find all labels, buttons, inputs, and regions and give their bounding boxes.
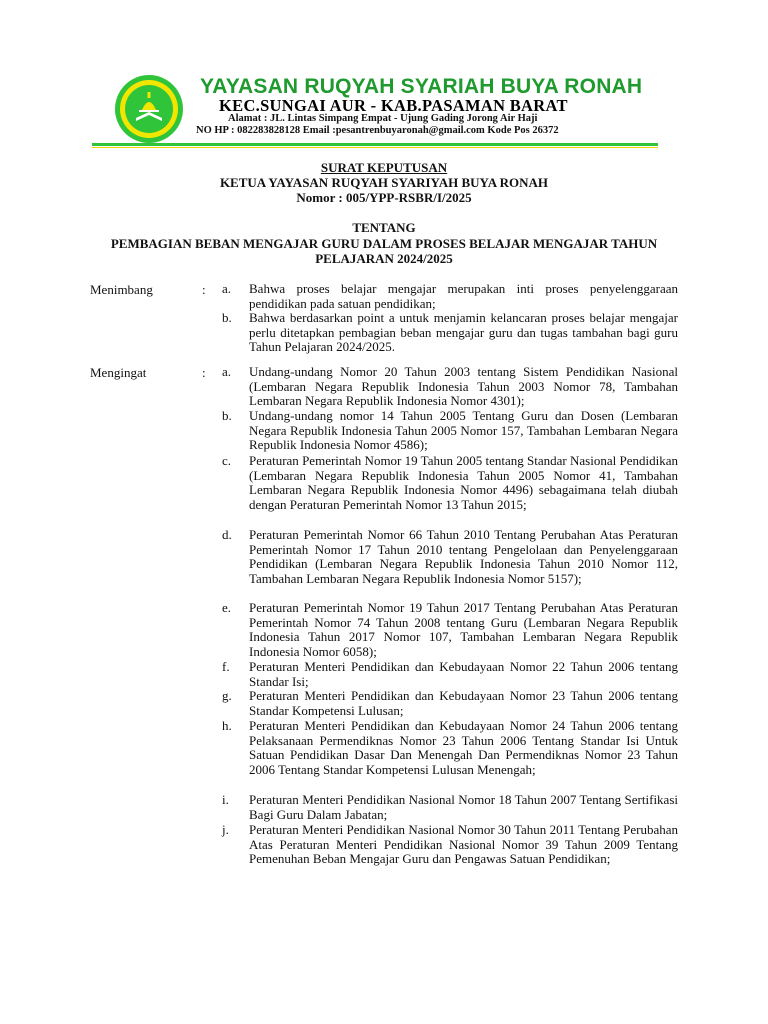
mengingat-item (222, 365, 678, 409)
foundation-name: YAYASAN RUQYAH SYARIAH BUYA RONAH (200, 75, 643, 98)
decree-type: SURAT KEPUTUSAN (320, 160, 448, 175)
foundation-contact: NO HP : 082283828128 Email :pesantrenbuyaronah@gmail.com Kode Pos 26372 (196, 125, 559, 136)
item-text: Peraturan Pemerintah Nomor 19 Tahun 2017 Tentang Perubahan Atas Peraturan Pemerintah Nomor 74 Tahun 2008 tentang Guru (Lembaran Negara Republik Indonesia Tahun 2017 Nomor 107, Tambahan Lembaran Negara Republik Indonesia Nomor 6058); (249, 600, 678, 659)
item-letter: a. (222, 281, 232, 296)
item-text: Bahwa berdasarkan point a untuk menjamin kelancaran proses belajar mengajar perlu ditetapkan pembagian beban mengajar guru dan tugas tambahan bagi guru Tahun Pelajaran 2024/2025. (249, 310, 678, 355)
mengingat-colon: : (202, 365, 206, 380)
decree-about: TENTANG (352, 220, 416, 235)
decree-number: Nomor : 005/YPP-RSBR/I/2025 (296, 190, 472, 205)
item-letter: a. (222, 364, 232, 379)
letterhead-rule-yellow (92, 147, 658, 148)
item-text: Undang-undang Nomor 20 Tahun 2003 tentang Sistem Pendidikan Nasional (Lembaran Negara Republik Indonesia Tahun 2003 Nomor 78, Tambahan Lembaran Negara Republik Indonesia Nomor 4301); (249, 364, 678, 409)
item-text: Bahwa proses belajar mengajar merupakan inti proses penyelenggaraan pendidikan pada satuan pendidikan; (249, 281, 678, 311)
mengingat-item (222, 823, 678, 867)
item-letter: i. (222, 792, 229, 807)
item-text: Peraturan Menteri Pendidikan Nasional Nomor 30 Tahun 2011 Tentang Perubahan Atas Peraturan Menteri Pendidikan Nasional Nomor 39 Tahun 2009 Tentang Pemenuhan Beban Mengajar Guru dan Pengawas Satuan Pendidikan; (249, 822, 678, 867)
item-letter: j. (222, 822, 229, 837)
menimbang-label: Menimbang (90, 282, 153, 297)
item-text: Peraturan Pemerintah Nomor 66 Tahun 2010 Tentang Perubahan Atas Peraturan Pemerintah Nomor 17 Tahun 2010 tentang Pengelolaan dan Penyelenggaraan Pendidikan (Lembaran Negara Republik Indonesia Tahun 2010 Nomor 112, Tambahan Lembaran Negara Republik Indonesia Nomor 5157); (249, 527, 678, 586)
mengingat-item (222, 793, 678, 822)
menimbang-colon: : (202, 282, 206, 297)
item-letter: f. (222, 659, 230, 674)
item-letter: c. (222, 453, 232, 468)
item-text: Undang-undang nomor 14 Tahun 2005 Tentang Guru dan Dosen (Lembaran Negara Republik Indonesia Tahun 2005 Nomor 157, Tambahan Lembaran Negara Republik Indonesia Nomor 4586); (249, 408, 678, 453)
foundation-district: KEC.SUNGAI AUR - KAB.PASAMAN BARAT (219, 96, 568, 115)
menimbang-item (222, 311, 678, 355)
mengingat-item (222, 528, 678, 586)
item-text: Peraturan Menteri Pendidikan dan Kebudayaan Nomor 22 Tahun 2006 tentang Standar Isi; (249, 659, 678, 689)
menimbang-item (222, 282, 678, 311)
item-letter: b. (222, 310, 232, 325)
item-letter: d. (222, 527, 232, 542)
item-text: Peraturan Menteri Pendidikan Nasional Nomor 18 Tahun 2007 Tentang Sertifikasi Bagi Guru Dalam Jabatan; (249, 792, 678, 822)
mengingat-item (222, 409, 678, 453)
mengingat-item (222, 454, 678, 512)
letterhead-rule-green (92, 143, 658, 146)
mengingat-item (222, 719, 678, 777)
item-text: Peraturan Pemerintah Nomor 19 Tahun 2005 tentang Standar Nasional Pendidikan (Lembaran Negara Republik Indonesia Tahun 2005 Nomor 41, Tambahan Lembaran Negara Republik Indonesia Nomor 4496) sebagaimana telah diubah dengan Peraturan Pemerintah Nomor 13 Tahun 2015; (249, 453, 678, 512)
foundation-logo (114, 74, 184, 144)
item-letter: g. (222, 688, 232, 703)
decree-subject-line1: PEMBAGIAN BEBAN MENGAJAR GURU DALAM PROSES BELAJAR MENGAJAR TAHUN (110, 236, 658, 251)
item-letter: h. (222, 718, 232, 733)
item-letter: e. (222, 600, 232, 615)
item-text: Peraturan Menteri Pendidikan dan Kebudayaan Nomor 23 Tahun 2006 tentang Standar Kompetensi Lulusan; (249, 688, 678, 718)
foundation-address: Alamat : JL. Lintas Simpang Empat - Ujung Gading Jorong Air Haji (228, 113, 538, 124)
mengingat-label: Mengingat (90, 365, 147, 380)
decree-issuer: KETUA YAYASAN RUQYAH SYARIYAH BUYA RONAH (219, 175, 549, 190)
item-text: Peraturan Menteri Pendidikan dan Kebudayaan Nomor 24 Tahun 2006 tentang Pelaksanaan Permendiknas Nomor 23 Tahun 2006 Tentang Standar Isi Untuk Satuan Pendidikan Dasar Dan Menengah Dan Permendiknas Nomor 23 Tahun 2006 Tentang Standar Kompetensi Lulusan Menengah; (249, 718, 678, 777)
mengingat-item (222, 601, 678, 659)
letterhead (92, 70, 658, 150)
item-letter: b. (222, 408, 232, 423)
mengingat-item (222, 689, 678, 718)
mengingat-item (222, 660, 678, 689)
decree-subject-line2: PELAJARAN 2024/2025 (315, 251, 453, 266)
